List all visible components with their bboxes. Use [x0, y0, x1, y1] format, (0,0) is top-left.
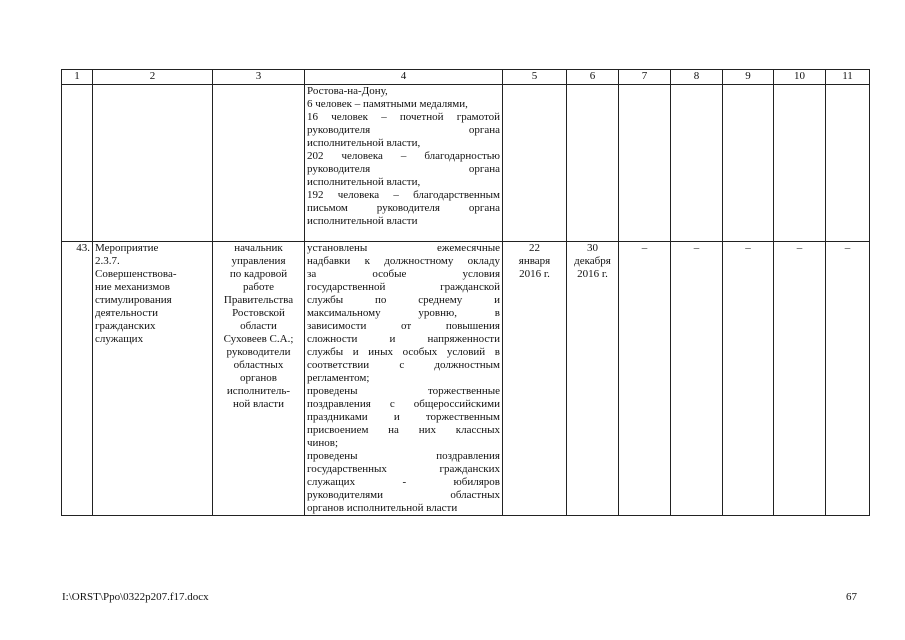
end-date-cell	[567, 242, 619, 516]
cell-line: области	[240, 320, 277, 332]
cell-line: ние механизмов	[95, 281, 170, 293]
cell-line: Совершенствова-	[95, 268, 177, 280]
cell-line: присвоением на них классных	[307, 424, 500, 436]
column-header-3: 3	[213, 70, 305, 85]
cell-line: деятельности	[95, 307, 158, 319]
cell-line: установлены ежемесячные	[307, 242, 500, 254]
row1-result-cell	[305, 85, 503, 242]
col11-cell: –	[826, 242, 870, 516]
column-header-2: 2	[93, 70, 213, 85]
row1-start-cell	[503, 85, 567, 242]
row1-col8-cell	[671, 85, 723, 242]
cell-line: исполнительной власти,	[307, 137, 421, 149]
cell-line: за особые условия	[307, 268, 500, 280]
cell-line: Мероприятие	[95, 242, 159, 254]
cell-line: 16 человек – почетной грамотой	[307, 111, 500, 123]
cell-line: руководителя органа	[307, 163, 500, 175]
cell-line: 2.3.7.	[95, 255, 120, 267]
cell-line: руководителями областных	[307, 489, 500, 501]
cell-line: исполнительной власти	[307, 215, 418, 227]
cell-line: письмом руководителя органа	[307, 202, 500, 214]
cell-line: стимулирования	[95, 294, 172, 306]
cell-line: органов	[240, 372, 277, 384]
cell-line: надбавки к должностному окладу	[307, 255, 500, 267]
start-date-cell	[503, 242, 567, 516]
cell-line: служащих	[95, 333, 144, 345]
column-header-7: 7	[619, 70, 671, 85]
cell-line: соответствии с должностным	[307, 359, 500, 371]
result-cell	[305, 242, 503, 516]
cell-line: руководителя органа	[307, 124, 500, 136]
row1-responsible-cell	[213, 85, 305, 242]
column-header-4: 4	[305, 70, 503, 85]
row1-col11-cell	[826, 85, 870, 242]
cell-line: проведены торжественные	[307, 385, 500, 397]
col9-cell: –	[723, 242, 774, 516]
cell-line: 2016 г.	[577, 268, 608, 280]
cell-line: декабря	[574, 255, 611, 267]
cell-line: Суховеев С.А.;	[223, 333, 294, 345]
row1-col10-cell	[774, 85, 826, 242]
cell-line: января	[518, 255, 551, 267]
responsible-cell	[213, 242, 305, 516]
row1-num-cell	[62, 85, 93, 242]
cell-line: 2016 г.	[519, 268, 550, 280]
column-header-8: 8	[671, 70, 723, 85]
cell-line: поздравления с общероссийскими	[307, 398, 500, 410]
col7-cell: –	[619, 242, 671, 516]
cell-line: проведены поздравления	[307, 450, 500, 462]
cell-line: 192 человека – благодарственным	[307, 189, 500, 201]
cell-line: 30	[587, 242, 598, 254]
cell-line: Ростовской	[232, 307, 285, 319]
row-number: 43.	[62, 242, 93, 516]
cell-line: работе	[242, 281, 275, 293]
row1-col7-cell	[619, 85, 671, 242]
table-row	[62, 242, 870, 516]
cell-line: Ростова-на-Дону,	[307, 85, 388, 97]
page-number: 67	[846, 591, 857, 603]
cell-line: исполнитель-	[226, 385, 291, 397]
measure-cell	[93, 242, 213, 516]
cell-line: государственной гражданской	[307, 281, 500, 293]
cell-line: зависимости от повышения	[307, 320, 500, 332]
cell-line: руководители	[226, 346, 291, 358]
cell-line: 22	[529, 242, 540, 254]
cell-line: органов исполнительной власти	[307, 502, 458, 514]
cell-line: государственных гражданских	[307, 463, 500, 475]
cell-line: чинов;	[307, 437, 339, 449]
column-header-5: 5	[503, 70, 567, 85]
row1-measure-cell	[93, 85, 213, 242]
plan-table	[61, 69, 870, 516]
cell-line: управления	[231, 255, 286, 267]
cell-line: 6 человек – памятными медалями,	[307, 98, 468, 110]
col10-cell: –	[774, 242, 826, 516]
cell-line: сложности и напряженности	[307, 333, 500, 345]
column-header-6: 6	[567, 70, 619, 85]
cell-line: служащих - юбиляров	[307, 476, 500, 488]
cell-line: службы по среднему и	[307, 294, 500, 306]
cell-line: Правительства	[223, 294, 294, 306]
cell-line: по кадровой	[229, 268, 288, 280]
column-header-10: 10	[774, 70, 826, 85]
cell-line: начальник	[234, 242, 283, 254]
cell-line: гражданских	[95, 320, 156, 332]
cell-line: службы и иных особых условий в	[307, 346, 500, 358]
row1-col9-cell	[723, 85, 774, 242]
cell-line: максимальному уровню, в	[307, 307, 500, 319]
col8-cell: –	[671, 242, 723, 516]
cell-line: 202 человека – благодарностью	[307, 150, 500, 162]
cell-line: праздниками и торжественным	[307, 411, 500, 423]
cell-line: ной власти	[232, 398, 285, 410]
column-header-11: 11	[826, 70, 870, 85]
footer-file-path: I:\ORST\Ppo\0322p207.f17.docx	[62, 591, 209, 603]
column-header-1: 1	[62, 70, 93, 85]
table-row	[62, 85, 870, 242]
cell-line: областных	[233, 359, 284, 371]
cell-line: исполнительной власти,	[307, 176, 421, 188]
row1-end-cell	[567, 85, 619, 242]
cell-line: регламентом;	[307, 372, 370, 384]
column-header-9: 9	[723, 70, 774, 85]
header-row	[62, 70, 870, 85]
